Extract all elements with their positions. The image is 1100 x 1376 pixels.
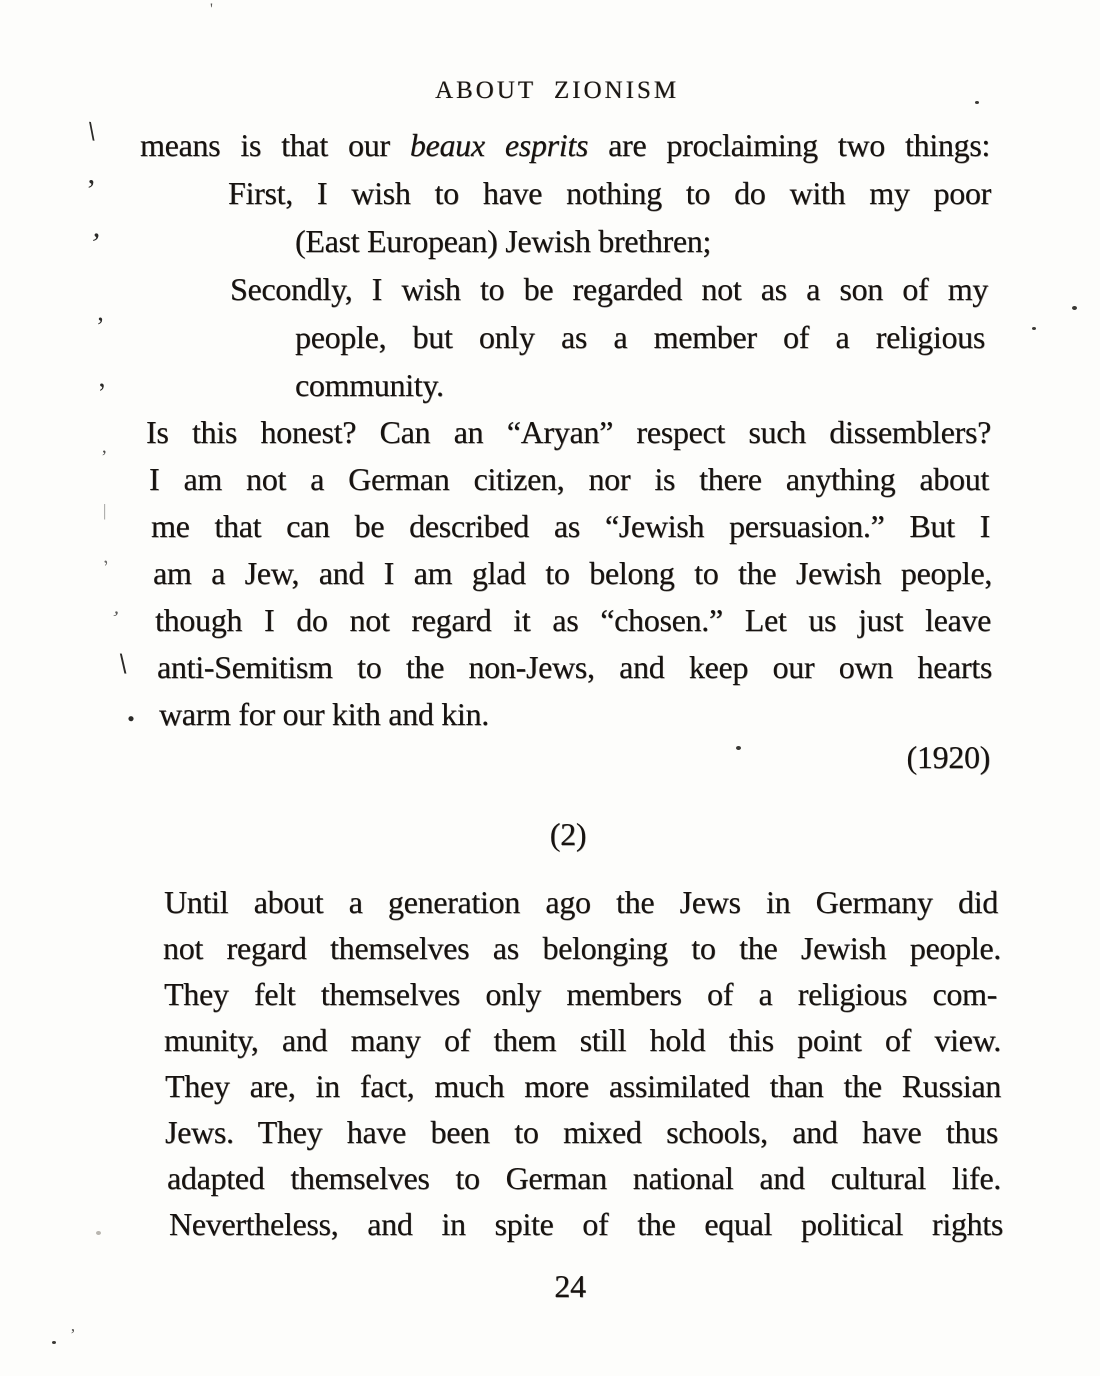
ink-speck xyxy=(96,1231,101,1235)
text-line: (East European) Jewish brethren; xyxy=(295,223,712,259)
margin-mark: \ xyxy=(117,647,129,681)
margin-mark: ’ xyxy=(86,172,97,207)
text-line: First, I wish to have nothing to do with my poor xyxy=(228,175,991,211)
text-line: Secondly, I wish to be regarded not as a son of my xyxy=(230,271,988,307)
section-marker: (2) xyxy=(549,816,587,852)
margin-mark: ’ xyxy=(101,447,108,468)
margin-mark: ’ xyxy=(101,556,113,579)
text-line: warm for our kith and kin. xyxy=(159,696,489,732)
text-line: adapted themselves to German national and cultural life. xyxy=(167,1160,1001,1196)
text-line: They felt themselves only members of a religious com- xyxy=(164,976,997,1012)
text-segment: means is that our xyxy=(140,127,410,163)
running-head: ABOUT ZIONISM xyxy=(434,77,680,104)
text-line: anti-Semitism to the non-Jews, and keep our own hearts xyxy=(157,649,992,685)
text-line: Is this honest? Can an “Aryan” respect such dissemblers? xyxy=(146,414,991,450)
italic-phrase: beaux esprits xyxy=(409,127,589,163)
ink-speck xyxy=(1032,327,1036,330)
text-segment: are proclaiming two things: xyxy=(588,127,990,163)
margin-mark: | xyxy=(103,501,107,520)
text-line: community. xyxy=(295,367,444,403)
margin-mark: ’ xyxy=(70,1325,76,1344)
text-line: Jews. They have been to mixed schools, and have thus xyxy=(165,1114,998,1150)
text-line: not regard themselves as belonging to the Jewish people. xyxy=(163,930,1001,966)
margin-mark: ’ xyxy=(96,377,109,410)
text-line: I am not a German citizen, nor is there anything about xyxy=(149,461,989,497)
ink-speck xyxy=(1072,306,1077,310)
text-line: people, but only as a member of a religious xyxy=(295,319,985,355)
ink-speck xyxy=(736,746,741,750)
text-line: Until about a generation ago the Jews in Germany did xyxy=(164,884,998,920)
text-line: Nevertheless, and in spite of the equal political rights xyxy=(169,1206,1003,1242)
text-line: munity, and many of them still hold this point of view. xyxy=(164,1022,1001,1058)
margin-mark: ’ xyxy=(87,225,103,262)
text-line xyxy=(140,122,990,169)
margin-mark: . xyxy=(127,692,135,728)
margin-mark: ’ xyxy=(107,605,122,631)
page-number: 24 xyxy=(554,1268,586,1304)
date-attribution: (1920) xyxy=(906,739,990,775)
text-line: am a Jew, and I am glad to belong to the Jewish people, xyxy=(153,555,992,591)
text-line: me that can be described as “Jewish persuasion.” But I xyxy=(151,508,990,544)
margin-mark: ' xyxy=(210,1,213,18)
margin-mark: ’ xyxy=(96,312,105,341)
text-line: They are, in fact, much more assimilated than the Russian xyxy=(165,1068,1001,1104)
ink-speck xyxy=(975,101,979,104)
text-line: though I do not regard it as “chosen.” Let us just leave xyxy=(155,602,991,638)
margin-mark: \ xyxy=(86,115,98,147)
ink-speck xyxy=(52,1341,56,1344)
